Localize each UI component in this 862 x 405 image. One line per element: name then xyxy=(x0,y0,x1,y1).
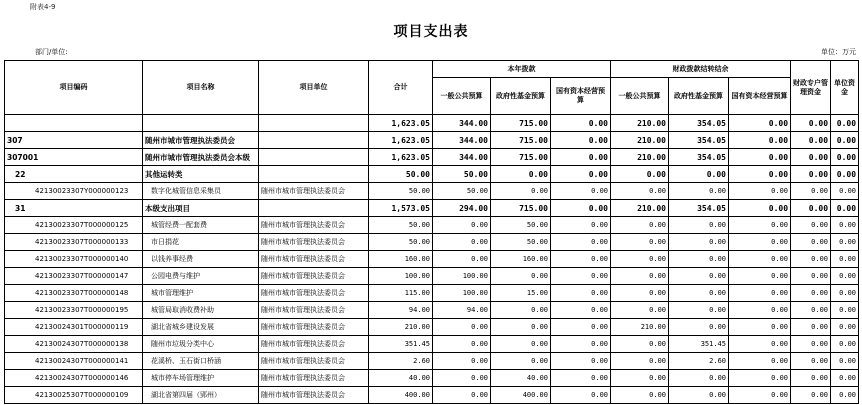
table-row xyxy=(5,234,859,251)
cell-project-unit: 随州市城市管理执法委员会 xyxy=(259,268,369,285)
cell-amount: 0.00 xyxy=(551,132,611,149)
cell-amount: 94.00 xyxy=(433,302,491,319)
cell-amount: 0.00 xyxy=(791,149,831,166)
cell-amount: 354.05 xyxy=(669,149,729,166)
cell-amount: 0.00 xyxy=(551,387,611,404)
cell-amount: 0.00 xyxy=(729,132,791,149)
cell-amount: 50.00 xyxy=(491,217,551,234)
cell-amount: 0.00 xyxy=(669,183,729,200)
cell-project-name: 随州市城市管理执法委员会 xyxy=(143,132,259,149)
cell-amount: 0.00 xyxy=(729,217,791,234)
cell-amount: 0.00 xyxy=(831,217,859,234)
col-header-name: 项目名称 xyxy=(143,61,259,115)
cell-amount: 50.00 xyxy=(369,183,433,200)
cell-project-code: 42130025307T000000109 xyxy=(5,387,143,404)
cell-amount: 0.00 xyxy=(611,370,669,387)
cell-amount: 2.60 xyxy=(669,353,729,370)
cell-amount: 0.00 xyxy=(729,115,791,132)
cell-amount: 0.00 xyxy=(611,387,669,404)
cell-amount: 0.00 xyxy=(551,370,611,387)
cell-amount: 0.00 xyxy=(831,234,859,251)
col-header-unit-funds: 单位资金 xyxy=(831,61,859,115)
cell-amount: 0.00 xyxy=(831,353,859,370)
cell-amount: 0.00 xyxy=(551,268,611,285)
cell-amount: 0.00 xyxy=(611,234,669,251)
cell-amount: 0.00 xyxy=(791,132,831,149)
cell-amount: 0.00 xyxy=(729,336,791,353)
cell-project-name: 城市停车场管理维护 xyxy=(143,370,259,387)
cell-amount: 0.00 xyxy=(729,200,791,217)
cell-amount: 0.00 xyxy=(551,217,611,234)
cell-amount: 0.00 xyxy=(729,319,791,336)
cell-amount: 0.00 xyxy=(729,183,791,200)
cell-amount: 0.00 xyxy=(669,217,729,234)
cell-amount: 2.60 xyxy=(369,353,433,370)
cell-amount: 0.00 xyxy=(611,166,669,183)
col-header-state-capital: 国有资本经营预算 xyxy=(551,78,611,115)
cell-amount: 100.00 xyxy=(433,285,491,302)
cell-amount: 1,623.05 xyxy=(369,115,433,132)
cell-amount: 0.00 xyxy=(669,285,729,302)
cell-project-name: 数字化城管信息采集员 xyxy=(143,183,259,200)
cell-amount: 0.00 xyxy=(831,149,859,166)
cell-amount: 0.00 xyxy=(491,183,551,200)
cell-amount: 0.00 xyxy=(791,115,831,132)
cell-amount: 0.00 xyxy=(729,302,791,319)
cell-amount: 0.00 xyxy=(491,268,551,285)
cell-amount: 40.00 xyxy=(369,370,433,387)
cell-project-name: 本级支出项目 xyxy=(143,200,259,217)
cell-project-code: 42130023307T000000133 xyxy=(5,234,143,251)
cell-amount: 354.05 xyxy=(669,115,729,132)
cell-project-unit: 随州市城市管理执法委员会 xyxy=(259,302,369,319)
cell-amount: 294.00 xyxy=(433,200,491,217)
cell-project-code: 42130023307T000000125 xyxy=(5,217,143,234)
cell-amount: 50.00 xyxy=(369,234,433,251)
cell-amount: 0.00 xyxy=(729,387,791,404)
cell-amount: 100.00 xyxy=(369,268,433,285)
table-row xyxy=(5,387,859,404)
cell-project-code: 42130023307T000000195 xyxy=(5,302,143,319)
cell-amount: 0.00 xyxy=(791,200,831,217)
annex-label: 附表4-9 xyxy=(30,3,56,11)
cell-amount: 0.00 xyxy=(729,149,791,166)
cell-amount: 210.00 xyxy=(369,319,433,336)
cell-amount: 0.00 xyxy=(831,285,859,302)
cell-amount: 715.00 xyxy=(491,200,551,217)
table-row xyxy=(5,302,859,319)
cell-amount: 0.00 xyxy=(611,285,669,302)
cell-amount: 0.00 xyxy=(791,268,831,285)
project-expenditure-table xyxy=(4,60,859,404)
cell-amount: 1,573.05 xyxy=(369,200,433,217)
cell-project-name: 湖北省城乡建设发展 xyxy=(143,319,259,336)
table-row xyxy=(5,183,859,200)
cell-project-code: 42130023307T000000140 xyxy=(5,251,143,268)
table-row xyxy=(5,285,859,302)
cell-amount: 715.00 xyxy=(491,149,551,166)
cell-amount: 160.00 xyxy=(491,251,551,268)
cell-project-name: 以钱养事经费 xyxy=(143,251,259,268)
cell-amount: 0.00 xyxy=(791,183,831,200)
cell-amount: 115.00 xyxy=(369,285,433,302)
cell-project-name: 湖北省第四届（郢州） xyxy=(143,387,259,404)
cell-amount: 50.00 xyxy=(369,217,433,234)
col-header-fund: 政府性基金预算 xyxy=(491,78,551,115)
cell-amount: 0.00 xyxy=(551,336,611,353)
cell-amount: 0.00 xyxy=(831,336,859,353)
cell-amount: 0.00 xyxy=(669,234,729,251)
cell-amount: 351.45 xyxy=(369,336,433,353)
cell-amount: 0.00 xyxy=(791,166,831,183)
cell-amount: 0.00 xyxy=(729,285,791,302)
cell-project-unit xyxy=(259,166,369,183)
cell-project-code: 307001 xyxy=(5,149,143,166)
col-header-special: 财政专户管理资金 xyxy=(791,61,831,115)
cell-amount: 0.00 xyxy=(551,200,611,217)
cell-amount: 0.00 xyxy=(551,166,611,183)
cell-amount: 0.00 xyxy=(611,302,669,319)
cell-amount: 0.00 xyxy=(551,302,611,319)
cell-amount: 0.00 xyxy=(611,217,669,234)
cell-project-code xyxy=(5,115,143,132)
table-row xyxy=(5,336,859,353)
cell-amount: 0.00 xyxy=(669,387,729,404)
cell-amount: 0.00 xyxy=(551,319,611,336)
col-header-current-year: 本年拨款 xyxy=(433,61,611,78)
cell-amount: 100.00 xyxy=(433,268,491,285)
cell-amount: 0.00 xyxy=(551,353,611,370)
cell-project-unit: 随州市城市管理执法委员会 xyxy=(259,319,369,336)
cell-project-unit xyxy=(259,200,369,217)
cell-amount: 0.00 xyxy=(831,132,859,149)
cell-amount: 0.00 xyxy=(791,234,831,251)
cell-amount: 0.00 xyxy=(611,183,669,200)
cell-amount: 0.00 xyxy=(611,251,669,268)
cell-amount: 0.00 xyxy=(729,353,791,370)
table-row xyxy=(5,217,859,234)
cell-amount: 0.00 xyxy=(551,251,611,268)
cell-amount: 0.00 xyxy=(791,336,831,353)
cell-amount: 210.00 xyxy=(611,115,669,132)
cell-amount: 0.00 xyxy=(831,387,859,404)
cell-amount: 0.00 xyxy=(551,285,611,302)
cell-amount: 0.00 xyxy=(433,217,491,234)
table-row xyxy=(5,149,859,166)
cell-amount: 160.00 xyxy=(369,251,433,268)
cell-amount: 50.00 xyxy=(369,166,433,183)
table-body xyxy=(5,115,859,404)
cell-amount: 0.00 xyxy=(551,234,611,251)
cell-amount: 0.00 xyxy=(831,200,859,217)
cell-amount: 715.00 xyxy=(491,132,551,149)
cell-project-unit: 随州市城市管理执法委员会 xyxy=(259,370,369,387)
table-row xyxy=(5,132,859,149)
cell-amount: 0.00 xyxy=(491,319,551,336)
department-label: 部门/单位: xyxy=(35,48,68,56)
cell-project-code: 42130023307T000000148 xyxy=(5,285,143,302)
col-header-general-carryover: 一般公共预算 xyxy=(611,78,669,115)
cell-project-unit: 随州市城市管理执法委员会 xyxy=(259,251,369,268)
cell-project-unit: 随州市城市管理执法委员会 xyxy=(259,234,369,251)
cell-amount: 0.00 xyxy=(491,302,551,319)
cell-amount: 0.00 xyxy=(831,302,859,319)
cell-amount: 0.00 xyxy=(433,370,491,387)
cell-amount: 351.45 xyxy=(669,336,729,353)
cell-project-unit: 随州市城市管理执法委员会 xyxy=(259,217,369,234)
cell-project-name: 公园电费与维护 xyxy=(143,268,259,285)
cell-amount: 0.00 xyxy=(491,353,551,370)
cell-amount: 0.00 xyxy=(669,251,729,268)
cell-amount: 0.00 xyxy=(491,336,551,353)
cell-amount: 210.00 xyxy=(611,132,669,149)
cell-amount: 50.00 xyxy=(433,183,491,200)
table-row xyxy=(5,353,859,370)
cell-amount: 0.00 xyxy=(669,319,729,336)
cell-amount: 210.00 xyxy=(611,149,669,166)
cell-amount: 0.00 xyxy=(831,251,859,268)
col-header-carryover: 财政拨款结转结余 xyxy=(611,61,791,78)
cell-project-unit: 随州市城市管理执法委员会 xyxy=(259,285,369,302)
table-row xyxy=(5,370,859,387)
cell-amount: 0.00 xyxy=(611,336,669,353)
cell-project-name: 城管经费一配套费 xyxy=(143,217,259,234)
table-row xyxy=(5,268,859,285)
cell-project-name xyxy=(143,115,259,132)
cell-amount: 94.00 xyxy=(369,302,433,319)
cell-project-code: 42130024307T000000138 xyxy=(5,336,143,353)
cell-amount: 0.00 xyxy=(669,268,729,285)
cell-amount: 210.00 xyxy=(611,200,669,217)
cell-project-unit: 随州市城市管理执法委员会 xyxy=(259,183,369,200)
cell-project-unit xyxy=(259,149,369,166)
cell-project-code: 42130024307T000000146 xyxy=(5,370,143,387)
cell-amount: 0.00 xyxy=(831,319,859,336)
cell-project-name: 市日捐花 xyxy=(143,234,259,251)
table-row xyxy=(5,319,859,336)
cell-amount: 0.00 xyxy=(433,387,491,404)
cell-amount: 1,623.05 xyxy=(369,149,433,166)
cell-amount: 0.00 xyxy=(729,251,791,268)
cell-project-name: 随州市垃圾分类中心 xyxy=(143,336,259,353)
col-header-total: 合计 xyxy=(369,61,433,115)
cell-project-name: 城管局取消收费补助 xyxy=(143,302,259,319)
cell-amount: 354.05 xyxy=(669,132,729,149)
table-row xyxy=(5,166,859,183)
cell-amount: 0.00 xyxy=(831,370,859,387)
cell-amount: 400.00 xyxy=(491,387,551,404)
cell-project-code: 31 xyxy=(5,200,143,217)
cell-project-code: 42130024301T000000119 xyxy=(5,319,143,336)
cell-project-unit: 随州市城市管理执法委员会 xyxy=(259,336,369,353)
cell-amount: 344.00 xyxy=(433,132,491,149)
currency-unit-label: 单位：万元 xyxy=(821,48,856,56)
cell-project-code: 42130024307T000000141 xyxy=(5,353,143,370)
cell-amount: 0.00 xyxy=(433,353,491,370)
cell-project-unit: 随州市城市管理执法委员会 xyxy=(259,387,369,404)
cell-amount: 0.00 xyxy=(491,166,551,183)
table-row xyxy=(5,200,859,217)
cell-amount: 0.00 xyxy=(831,183,859,200)
cell-amount: 1,623.05 xyxy=(369,132,433,149)
cell-amount: 0.00 xyxy=(611,353,669,370)
cell-project-unit: 随州市城市管理执法委员会 xyxy=(259,353,369,370)
cell-amount: 0.00 xyxy=(791,251,831,268)
cell-amount: 344.00 xyxy=(433,149,491,166)
cell-amount: 0.00 xyxy=(729,268,791,285)
cell-amount: 15.00 xyxy=(491,285,551,302)
table-row xyxy=(5,251,859,268)
cell-amount: 0.00 xyxy=(551,115,611,132)
cell-amount: 0.00 xyxy=(729,370,791,387)
cell-project-name: 城市管理维护 xyxy=(143,285,259,302)
cell-amount: 0.00 xyxy=(831,166,859,183)
cell-amount: 344.00 xyxy=(433,115,491,132)
col-header-code: 项目编码 xyxy=(5,61,143,115)
cell-amount: 0.00 xyxy=(791,302,831,319)
cell-amount: 400.00 xyxy=(369,387,433,404)
cell-amount: 50.00 xyxy=(433,166,491,183)
cell-project-code: 307 xyxy=(5,132,143,149)
cell-project-name: 花溪桥、玉石街口桥涵 xyxy=(143,353,259,370)
cell-amount: 0.00 xyxy=(433,251,491,268)
cell-amount: 40.00 xyxy=(491,370,551,387)
cell-project-code: 42130023307T000000147 xyxy=(5,268,143,285)
cell-amount: 0.00 xyxy=(729,166,791,183)
cell-project-code: 22 xyxy=(5,166,143,183)
cell-amount: 0.00 xyxy=(669,370,729,387)
cell-amount: 0.00 xyxy=(433,234,491,251)
cell-project-name: 随州市城市管理执法委员会本级 xyxy=(143,149,259,166)
col-header-general: 一般公共预算 xyxy=(433,78,491,115)
cell-amount: 0.00 xyxy=(831,268,859,285)
cell-amount: 0.00 xyxy=(791,285,831,302)
cell-project-unit xyxy=(259,132,369,149)
cell-amount: 0.00 xyxy=(729,234,791,251)
cell-project-unit xyxy=(259,115,369,132)
cell-amount: 0.00 xyxy=(791,217,831,234)
cell-amount: 0.00 xyxy=(669,166,729,183)
cell-amount: 0.00 xyxy=(791,319,831,336)
cell-amount: 50.00 xyxy=(491,234,551,251)
cell-amount: 0.00 xyxy=(551,149,611,166)
cell-amount: 0.00 xyxy=(791,353,831,370)
cell-project-code: 42130023307Y000000123 xyxy=(5,183,143,200)
cell-amount: 0.00 xyxy=(551,183,611,200)
cell-amount: 0.00 xyxy=(831,115,859,132)
cell-amount: 210.00 xyxy=(611,319,669,336)
col-header-fund-carryover: 政府性基金预算 xyxy=(669,78,729,115)
cell-amount: 0.00 xyxy=(611,268,669,285)
cell-amount: 0.00 xyxy=(433,336,491,353)
col-header-unit: 项目单位 xyxy=(259,61,369,115)
cell-amount: 0.00 xyxy=(791,387,831,404)
cell-amount: 0.00 xyxy=(433,319,491,336)
page-title: 项目支出表 xyxy=(393,24,469,40)
cell-project-name: 其他运转类 xyxy=(143,166,259,183)
table-row xyxy=(5,115,859,132)
col-header-state-capital-carryover: 国有资本经营预算 xyxy=(729,78,791,115)
cell-amount: 715.00 xyxy=(491,115,551,132)
cell-amount: 0.00 xyxy=(791,370,831,387)
cell-amount: 354.05 xyxy=(669,200,729,217)
cell-amount: 0.00 xyxy=(669,302,729,319)
